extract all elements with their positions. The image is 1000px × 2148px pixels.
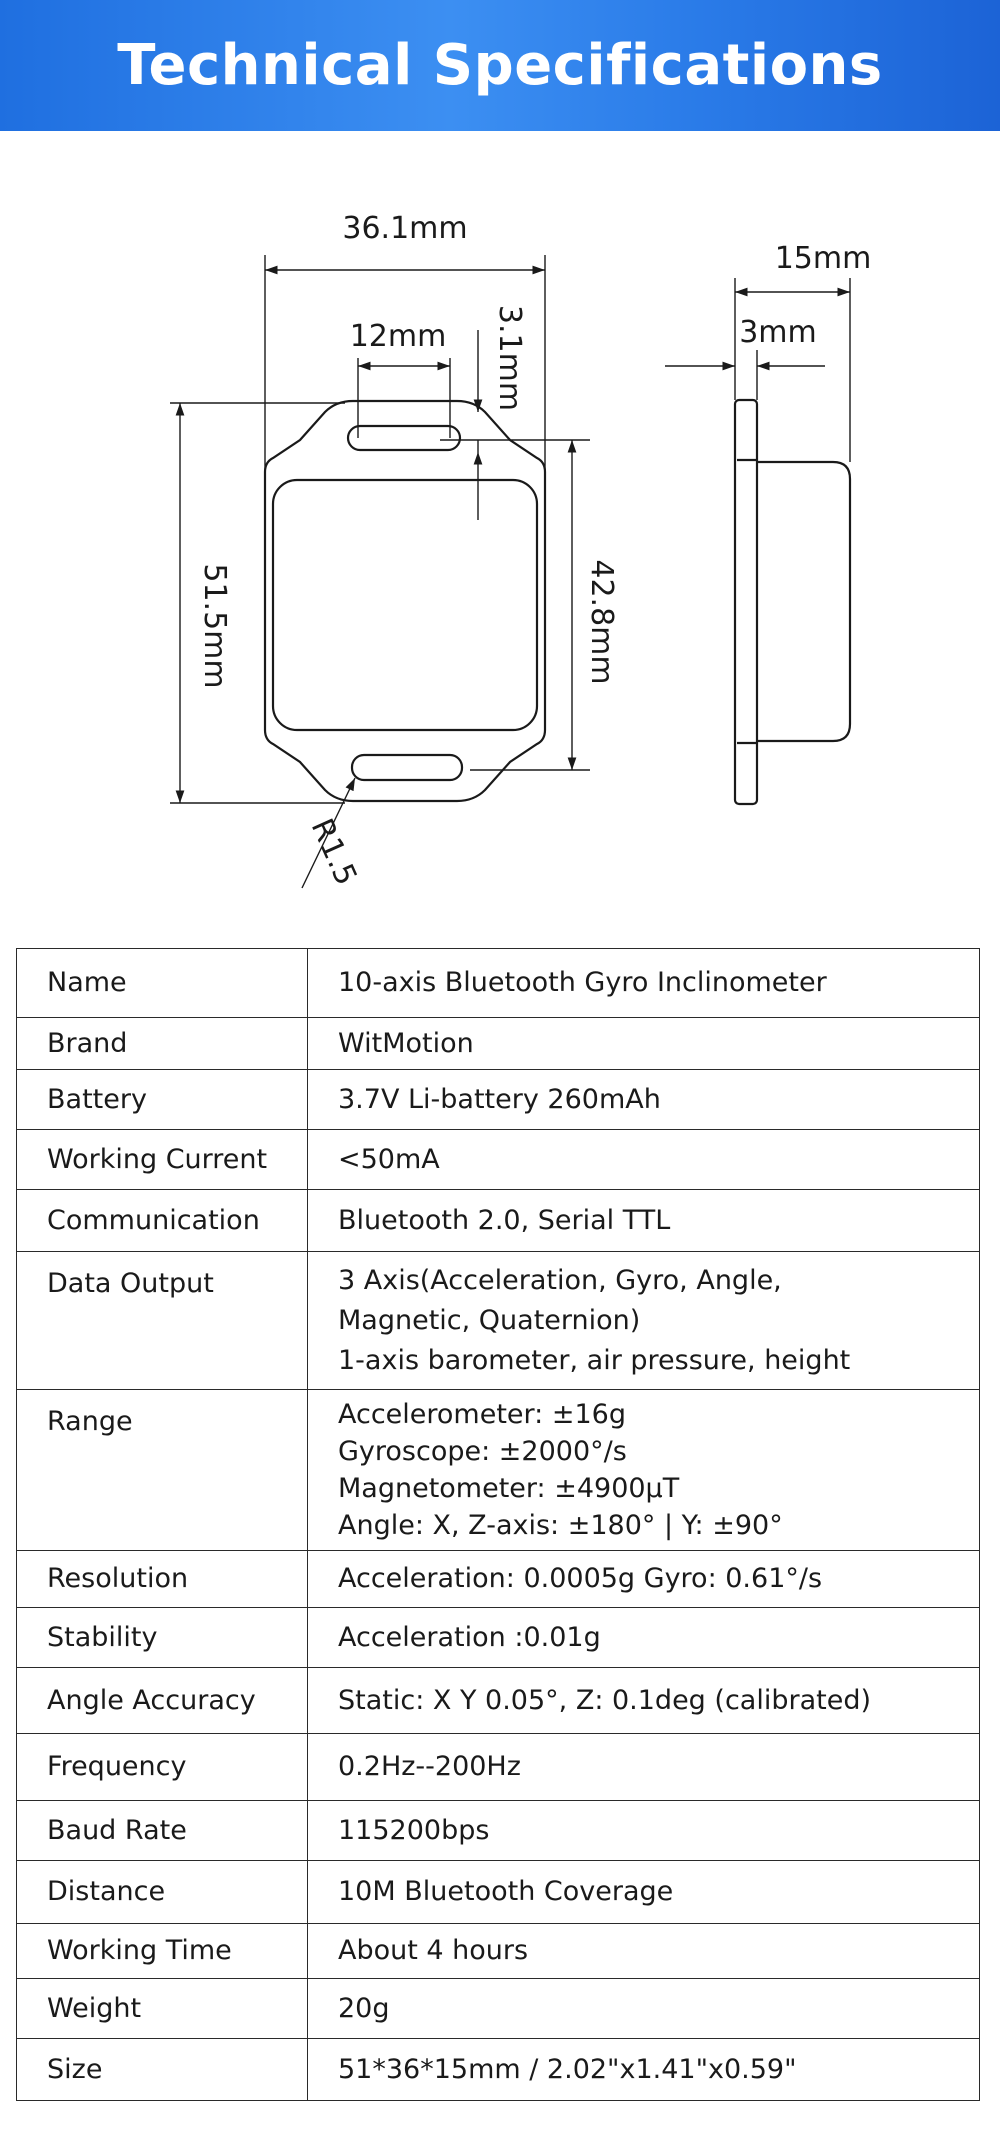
spec-label: Resolution [17, 1551, 308, 1608]
spec-label: Data Output [17, 1252, 308, 1390]
dim-depth-label: 15mm [774, 241, 872, 276]
spec-value: Static: X Y 0.05°, Z: 0.1deg (calibrated) [308, 1668, 980, 1734]
dim-gap-label: 3.1mm [492, 304, 527, 412]
table-row [17, 1861, 980, 1924]
front-view [265, 401, 545, 801]
spec-label: Range [17, 1390, 308, 1551]
spec-value: <50mA [308, 1130, 980, 1190]
table-row [17, 1018, 980, 1070]
table-row [17, 1130, 980, 1190]
spec-value: 3.7V Li-battery 260mAh [308, 1070, 980, 1130]
dimension-drawing [0, 170, 1000, 930]
dim-plate-label: 3mm [739, 315, 817, 350]
table-row [17, 1390, 980, 1551]
spec-label: Size [17, 2039, 308, 2101]
side-housing [757, 462, 850, 741]
spec-value: Acceleration :0.01g [308, 1608, 980, 1668]
table-row [17, 2039, 980, 2101]
spec-label: Communication [17, 1190, 308, 1252]
spec-table [16, 948, 980, 2101]
spec-label: Weight [17, 1979, 308, 2039]
spec-label: Brand [17, 1018, 308, 1070]
spec-value: Acceleration: 0.0005g Gyro: 0.61°/s [308, 1551, 980, 1608]
spec-value: WitMotion [308, 1018, 980, 1070]
dim-slot-label: 12mm [349, 319, 447, 354]
dim-height-label: 51.5mm [197, 563, 232, 689]
spec-label: Baud Rate [17, 1801, 308, 1861]
table-row [17, 1801, 980, 1861]
table-row [17, 1070, 980, 1130]
table-row [17, 1190, 980, 1252]
dim-radius-label: R1.5 [303, 813, 364, 891]
spec-value: Accelerometer: ±16g Gyroscope: ±2000°/s Magnetometer: ±4900μT Angle: X, Z-axis: ±180° | Y: ±90° [308, 1390, 980, 1551]
spec-label: Name [17, 949, 308, 1018]
spec-label: Battery [17, 1070, 308, 1130]
mount-slot-top [348, 426, 460, 450]
spec-label: Stability [17, 1608, 308, 1668]
table-row [17, 1252, 980, 1390]
spec-label: Distance [17, 1861, 308, 1924]
spec-value: 0.2Hz--200Hz [308, 1734, 980, 1801]
table-row [17, 1734, 980, 1801]
spec-value: 10-axis Bluetooth Gyro Inclinometer [308, 949, 980, 1018]
table-row [17, 1668, 980, 1734]
spec-value: 51*36*15mm / 2.02"x1.41"x0.59" [308, 2039, 980, 2101]
spec-value: 115200bps [308, 1801, 980, 1861]
dim-body-label: 42.8mm [584, 559, 619, 685]
table-row [17, 949, 980, 1018]
spec-value: About 4 hours [308, 1924, 980, 1979]
table-row [17, 1608, 980, 1668]
sensor-outline [265, 401, 545, 801]
spec-value: Bluetooth 2.0, Serial TTL [308, 1190, 980, 1252]
table-row [17, 1551, 980, 1608]
spec-label: Frequency [17, 1734, 308, 1801]
table-row [17, 1979, 980, 2039]
sensor-body-inner [273, 480, 537, 730]
table-row [17, 1924, 980, 1979]
page-title: Technical Specifications [117, 33, 883, 98]
side-view [735, 400, 850, 804]
mount-slot-bottom [352, 755, 462, 780]
dimension-drawing-svg [0, 170, 1000, 930]
dim-width-label: 36.1mm [342, 211, 468, 246]
spec-value: 3 Axis(Acceleration, Gyro, Angle, Magnetic, Quaternion) 1-axis barometer, air pressure, height [308, 1252, 980, 1390]
spec-label: Working Time [17, 1924, 308, 1979]
spec-value: 20g [308, 1979, 980, 2039]
spec-label: Working Current [17, 1130, 308, 1190]
header-banner [0, 0, 1000, 131]
spec-value: 10M Bluetooth Coverage [308, 1861, 980, 1924]
spec-label: Angle Accuracy [17, 1668, 308, 1734]
